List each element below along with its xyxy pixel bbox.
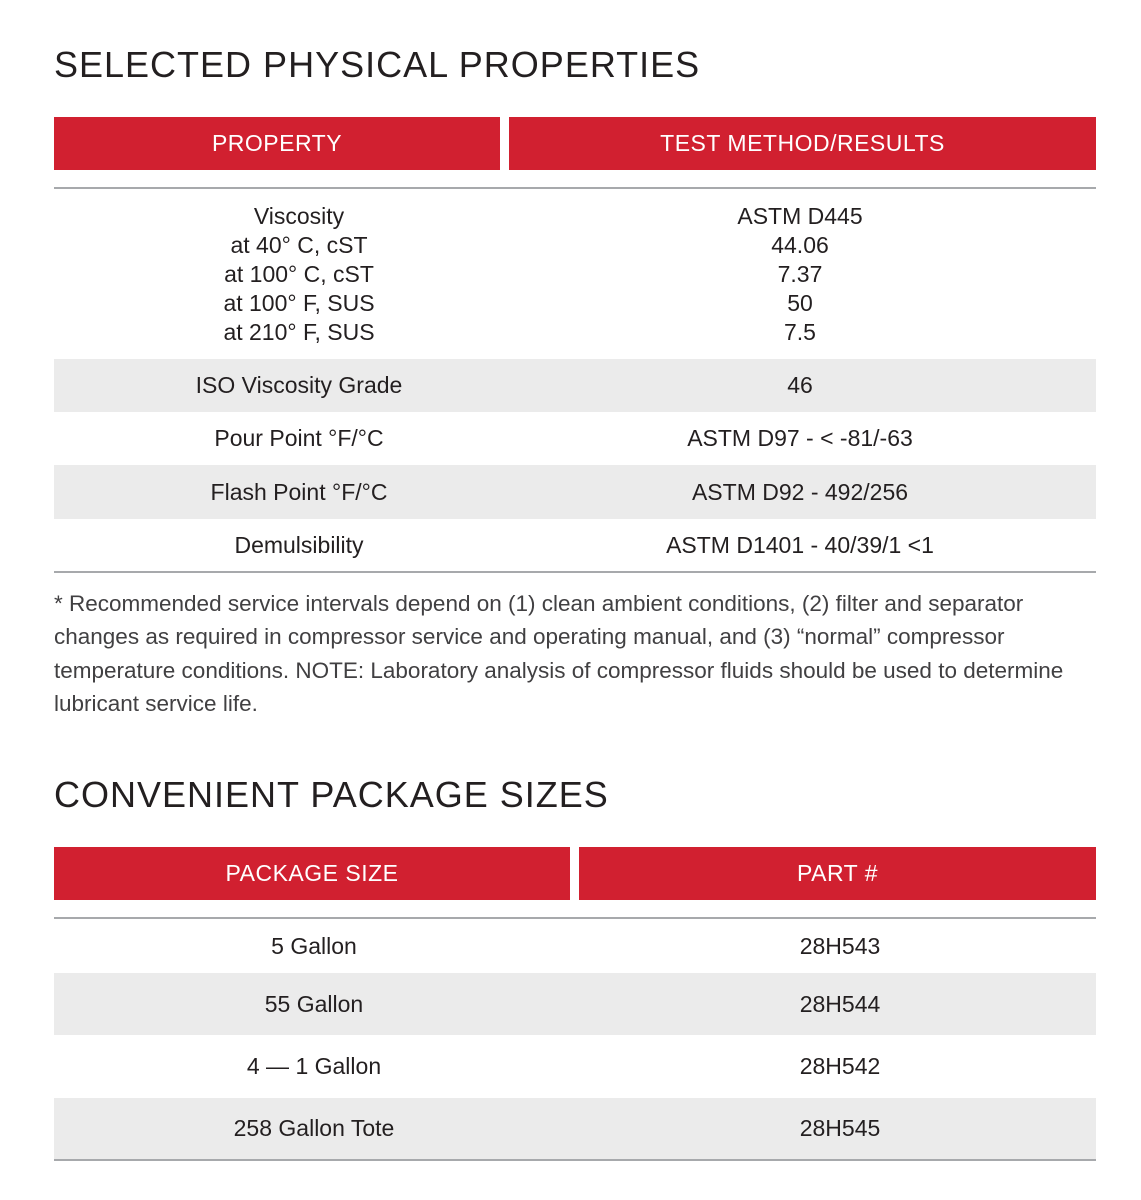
package-size-cell: 5 Gallon [271,933,357,959]
table-row [54,519,1096,571]
result-cell: 46 [787,372,813,398]
property-cell [54,190,544,359]
header-package-size: PACKAGE SIZE [54,847,570,900]
viscosity-100f-value: 50 [787,290,813,316]
viscosity-210f-label: at 210° F, SUS [223,319,375,345]
header-test-method: TEST METHOD/RESULTS [509,117,1096,170]
divider [54,187,1096,189]
header-part-number: PART # [579,847,1096,900]
viscosity-40c-value: 44.06 [771,232,829,258]
properties-title: SELECTED PHYSICAL PROPERTIES [54,44,701,85]
package-size-cell: 258 Gallon Tote [233,1115,395,1141]
divider [54,1159,1096,1161]
table-row [54,465,1096,519]
table-row [54,359,1096,412]
properties-table-header [54,117,1096,170]
viscosity-100f-label: at 100° F, SUS [223,290,375,316]
part-number-cell: 28H545 [799,1115,881,1141]
property-cell: ISO Viscosity Grade [195,372,403,398]
result-cell: ASTM D97 - < -81/-63 [687,425,913,451]
result-cell: ASTM D1401 - 40/39/1 <1 [666,531,934,558]
part-number-cell: 28H544 [799,990,881,1017]
footnote: * Recommended service intervals depend on (1) clean ambient conditions, (2) filter and separator changes as required in compressor service and operating manual, and (3) “normal” compressor temperature conditions. NOTE: Laboratory analysis of compressor fluids should be used to determine lubricant service life. [54,591,1064,716]
divider [54,917,1096,919]
viscosity-210f-value: 7.5 [784,319,816,345]
result-cell [544,190,1056,359]
table-row-viscosity [54,190,1096,359]
table-row [54,1035,1096,1098]
viscosity-40c-label: at 40° C, cST [230,232,368,258]
table-row [54,973,1096,1035]
part-number-cell: 28H542 [799,1053,881,1079]
packages-title: CONVENIENT PACKAGE SIZES [54,774,609,815]
package-size-cell: 55 Gallon [264,990,364,1017]
result-cell: ASTM D92 - 492/256 [691,478,909,505]
divider [54,571,1096,573]
viscosity-method: ASTM D445 [737,203,863,229]
packages-table-header [54,847,1096,900]
header-property: PROPERTY [54,117,500,170]
property-cell: Flash Point °F/°C [210,478,388,505]
table-row [54,1098,1096,1159]
part-number-cell: 28H543 [799,933,881,959]
viscosity-label: Viscosity [253,203,345,229]
property-cell: Pour Point °F/°C [214,425,384,451]
viscosity-100c-label: at 100° C, cST [224,261,374,287]
package-size-cell: 4 — 1 Gallon [246,1053,382,1079]
table-row [54,920,1096,973]
table-row [54,412,1096,465]
property-cell: Demulsibility [234,531,364,558]
viscosity-100c-value: 7.37 [777,261,823,287]
